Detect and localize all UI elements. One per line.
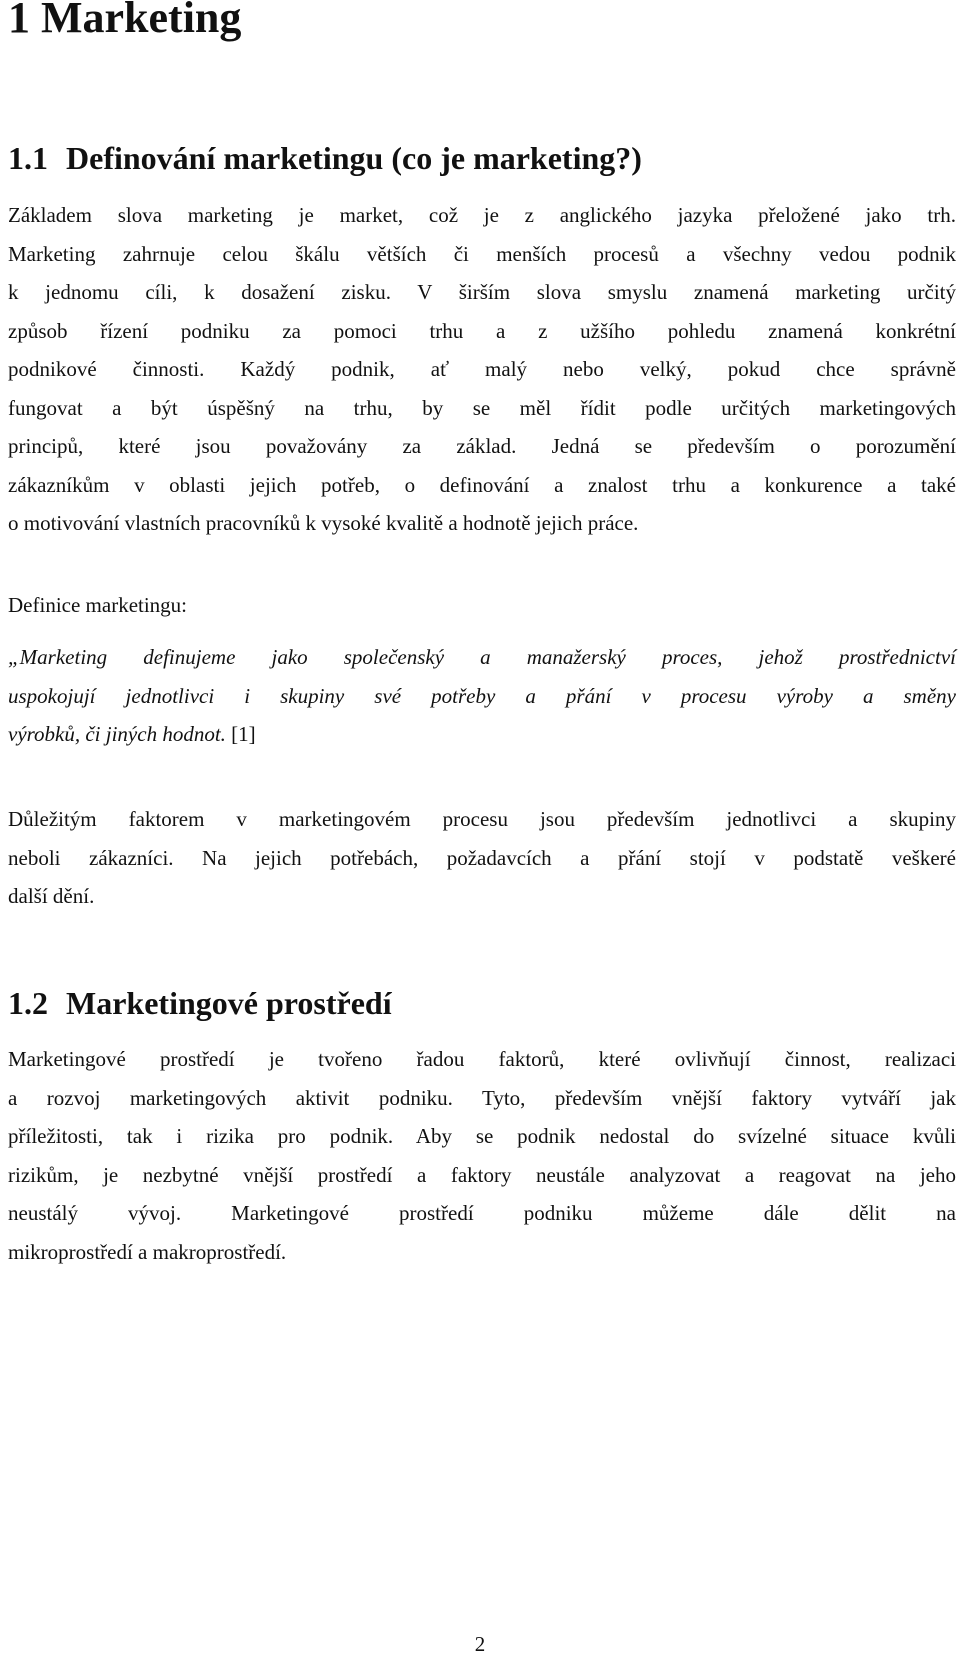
section-heading-1-2 [8,983,392,1023]
definition-quote [8,638,956,754]
paragraph-definition-intro [8,196,956,543]
page-number: 2 [474,1632,486,1656]
text-line: rizikům, je nezbytné vnější prostředí a faktory neustále analyzovat a reagovat na jeho [8,1162,956,1187]
quote-text: výrobků, či jiných hodnot. [8,722,226,746]
citation-reference: [1] [231,722,256,746]
chapter-heading [8,0,241,46]
text-line: o motivování vlastních pracovníků k vysoké kvalitě a hodnotě jejich práce. [8,511,639,535]
chapter-number: 1 [8,0,30,42]
text-line: a rozvoj marketingových aktivit podniku. Tyto, především vnější faktory vytváří jak [8,1085,956,1110]
text-line: Základem slova marketing je market, což je z anglického jazyka přeložené jako trh. [8,203,956,227]
text-line: příležitosti, tak i rizika pro podnik. Aby se podnik nedostal do svízelné situace kvůli [8,1124,956,1148]
definition-label [8,586,956,625]
section-title: Definování marketingu (co je marketing?) [66,140,642,176]
text-line: fungovat a být úspěšný na trhu, by se měl řídit podle určitých marketingových [8,395,956,420]
paragraph-marketing-environment [8,1040,956,1271]
section-title: Marketingové prostředí [66,985,392,1021]
text-line: neboli zákazníci. Na jejich potřebách, požadavcích a přání stojí v podstatě veškeré [8,845,956,870]
section-number: 1.1 [8,140,48,176]
quote-line-final [8,715,956,754]
text-line: Důležitým faktorem v marketingovém procesu jsou především jednotlivci a skupiny [8,807,956,831]
text-line: podnikové činnosti. Každý podnik, ať malý nebo velký, pokud chce správně [8,357,956,381]
chapter-title: Marketing [41,0,242,42]
text-line: další dění. [8,884,95,908]
text-line: principů, které jsou považovány za základ. Jedná se především o porozumění [8,434,956,458]
quote-line: „Marketing definujeme jako společenský a manažerský proces, jehož prostřednictví [8,645,956,669]
quote-line: uspokojují jednotlivci i skupiny své potřeby a přání v procesu výroby a směny [8,683,956,708]
text-line: Definice marketingu: [8,593,188,617]
text-line: k jednomu cíli, k dosažení zisku. V širším slova smyslu znamená marketing určitý [8,280,956,304]
text-line: neustálý vývoj. Marketingové prostředí podniku můžeme dále dělit na [8,1201,956,1225]
section-number: 1.2 [8,985,48,1021]
text-line: Marketingové prostředí je tvořeno řadou faktorů, které ovlivňují činnost, realizaci [8,1047,956,1071]
text-line: mikroprostředí a makroprostředí. [8,1239,287,1264]
text-line: zákazníkům v oblasti jejich potřeb, o definování a znalost trhu a konkurence a také [8,472,956,497]
text-line: způsob řízení podniku za pomoci trhu a z užšího pohledu znamená konkrétní [8,318,956,343]
text-line: Marketing zahrnuje celou škálu větších či menších procesů a všechny vedou podnik [8,241,956,266]
section-heading-1-1 [8,138,642,178]
paragraph-key-factors [8,800,956,916]
